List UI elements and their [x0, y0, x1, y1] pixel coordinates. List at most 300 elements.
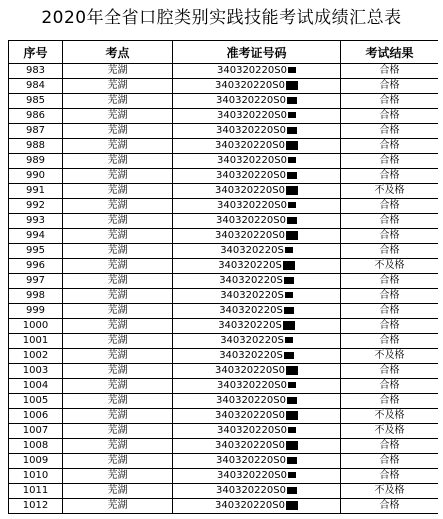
cell-seq: [9, 379, 63, 394]
cell-seq: [9, 484, 63, 499]
cell-exam-number-text: 340320220S0: [215, 230, 285, 241]
cell-exam-number-text: 340320220S: [218, 320, 282, 331]
cell-result: [341, 154, 439, 169]
redaction-mark: [286, 501, 298, 510]
cell-seq: [9, 169, 63, 184]
table-row: [9, 454, 439, 469]
cell-result-text: 合格: [379, 320, 400, 331]
cell-result: [341, 214, 439, 229]
cell-exam-number-text: 340320220S0: [215, 80, 285, 91]
cell-seq-text: 991: [25, 185, 46, 196]
cell-exam-number-text: 340320220S0: [216, 170, 286, 181]
cell-exam-number: [173, 484, 341, 499]
cell-seq-text: 987: [25, 125, 46, 136]
results-table: [8, 40, 438, 514]
table-row: [9, 109, 439, 124]
cell-exam-number: [173, 259, 341, 274]
table-row: [9, 334, 439, 349]
cell-exam-number-text: 340320220S0: [216, 395, 286, 406]
table-row: [9, 469, 439, 484]
cell-seq: [9, 274, 63, 289]
redaction-mark: [287, 127, 297, 134]
cell-site: [63, 409, 173, 424]
cell-exam-number: [173, 94, 341, 109]
cell-seq: [9, 469, 63, 484]
header-seq: 序号: [9, 41, 63, 64]
cell-seq: [9, 64, 63, 79]
redaction-mark: [285, 337, 293, 343]
cell-site-text: 芜湖: [107, 260, 128, 271]
cell-exam-number-text: 340320220S0: [217, 380, 287, 391]
cell-seq: [9, 244, 63, 259]
cell-exam-number-text: 340320220S: [220, 290, 284, 301]
cell-result-text: 合格: [379, 290, 400, 301]
cell-result: [341, 349, 439, 364]
cell-result-text: 合格: [379, 335, 400, 346]
cell-seq: [9, 199, 63, 214]
cell-result: [341, 199, 439, 214]
redaction-mark: [288, 112, 296, 118]
cell-seq: [9, 454, 63, 469]
cell-result-text: 合格: [379, 365, 400, 376]
cell-site-text: 芜湖: [107, 335, 128, 346]
table-row: [9, 259, 439, 274]
cell-exam-number: [173, 454, 341, 469]
cell-site: [63, 154, 173, 169]
cell-site-text: 芜湖: [107, 395, 128, 406]
cell-result: [341, 169, 439, 184]
cell-site-text: 芜湖: [107, 185, 128, 196]
cell-result-text: 合格: [379, 275, 400, 286]
cell-site: [63, 499, 173, 514]
table-row: [9, 154, 439, 169]
cell-site-text: 芜湖: [107, 485, 128, 496]
redaction-mark: [287, 172, 297, 179]
redaction-mark: [288, 427, 296, 433]
cell-result: [341, 424, 439, 439]
cell-seq-text: 989: [25, 155, 46, 166]
cell-exam-number: [173, 139, 341, 154]
cell-exam-number: [173, 424, 341, 439]
cell-seq-text: 1005: [22, 395, 49, 406]
cell-result-text: 合格: [379, 230, 400, 241]
cell-seq-text: 983: [25, 65, 46, 76]
redaction-mark: [284, 277, 294, 284]
cell-seq-text: 1011: [22, 485, 49, 496]
cell-site: [63, 64, 173, 79]
cell-seq-text: 1008: [22, 440, 49, 451]
cell-result-text: 合格: [379, 455, 400, 466]
cell-seq: [9, 109, 63, 124]
cell-site: [63, 139, 173, 154]
cell-result: [341, 124, 439, 139]
cell-result-text: 合格: [379, 155, 400, 166]
cell-site: [63, 394, 173, 409]
cell-result-text: 不及格: [374, 425, 405, 436]
cell-exam-number: [173, 169, 341, 184]
cell-exam-number-text: 340320220S0: [215, 500, 285, 511]
table-row: [9, 499, 439, 514]
cell-site: [63, 364, 173, 379]
cell-seq: [9, 319, 63, 334]
cell-seq-text: 1012: [22, 500, 49, 511]
cell-site: [63, 289, 173, 304]
cell-result: [341, 274, 439, 289]
table-row: [9, 214, 439, 229]
redaction-mark: [286, 81, 298, 90]
cell-exam-number-text: 340320220S0: [215, 365, 285, 376]
cell-seq-text: 1009: [22, 455, 49, 466]
cell-result-text: 合格: [379, 215, 400, 226]
table-row: [9, 379, 439, 394]
table-row: [9, 94, 439, 109]
cell-seq: [9, 304, 63, 319]
cell-exam-number-text: 340320220S0: [215, 185, 285, 196]
cell-site: [63, 79, 173, 94]
redaction-mark: [286, 411, 298, 420]
redaction-mark: [286, 186, 298, 195]
table-row: [9, 484, 439, 499]
redaction-mark: [286, 366, 298, 375]
cell-seq: [9, 79, 63, 94]
cell-exam-number: [173, 364, 341, 379]
cell-exam-number: [173, 319, 341, 334]
cell-result: [341, 229, 439, 244]
cell-seq: [9, 154, 63, 169]
redaction-mark: [288, 157, 296, 163]
cell-site: [63, 334, 173, 349]
cell-result: [341, 469, 439, 484]
cell-site-text: 芜湖: [107, 125, 128, 136]
table-row: [9, 364, 439, 379]
redaction-mark: [284, 307, 294, 314]
cell-result-text: 合格: [379, 65, 400, 76]
results-sheet: [8, 40, 438, 519]
cell-site-text: 芜湖: [107, 110, 128, 121]
table-row: [9, 304, 439, 319]
cell-exam-number-text: 340320220S: [220, 335, 284, 346]
cell-site: [63, 379, 173, 394]
redaction-mark: [286, 141, 298, 150]
cell-seq: [9, 499, 63, 514]
cell-seq: [9, 349, 63, 364]
cell-exam-number-text: 340320220S0: [216, 215, 286, 226]
redaction-mark: [287, 97, 297, 104]
cell-site-text: 芜湖: [107, 95, 128, 106]
cell-result-text: 合格: [379, 440, 400, 451]
cell-seq-text: 1007: [22, 425, 49, 436]
cell-result-text: 不及格: [374, 185, 405, 196]
cell-result-text: 不及格: [374, 350, 405, 361]
cell-seq: [9, 214, 63, 229]
cell-site: [63, 304, 173, 319]
cell-exam-number: [173, 199, 341, 214]
cell-seq-text: 996: [25, 260, 46, 271]
cell-seq: [9, 259, 63, 274]
cell-exam-number-text: 340320220S: [219, 275, 283, 286]
cell-site: [63, 484, 173, 499]
cell-site: [63, 109, 173, 124]
redaction-mark: [286, 441, 298, 450]
redaction-mark: [287, 397, 297, 404]
header-row: [9, 41, 439, 64]
cell-seq: [9, 94, 63, 109]
table-row: [9, 64, 439, 79]
cell-site-text: 芜湖: [107, 455, 128, 466]
cell-result-text: 合格: [379, 80, 400, 91]
cell-result: [341, 409, 439, 424]
cell-seq-text: 1003: [22, 365, 49, 376]
table-row: [9, 319, 439, 334]
redaction-mark: [283, 261, 295, 270]
table-body: [9, 64, 439, 514]
cell-seq-text: 999: [25, 305, 46, 316]
cell-exam-number-text: 340320220S0: [215, 440, 285, 451]
cell-exam-number: [173, 499, 341, 514]
cell-seq-text: 994: [25, 230, 46, 241]
cell-seq-text: 1001: [22, 335, 49, 346]
cell-seq-text: 997: [25, 275, 46, 286]
cell-seq-text: 1004: [22, 380, 49, 391]
cell-site-text: 芜湖: [107, 380, 128, 391]
cell-site-text: 芜湖: [107, 365, 128, 376]
cell-result-text: 不及格: [374, 485, 405, 496]
cell-result-text: 合格: [379, 470, 400, 481]
cell-result: [341, 319, 439, 334]
cell-exam-number: [173, 64, 341, 79]
redaction-mark: [288, 202, 296, 208]
table-row: [9, 424, 439, 439]
cell-seq: [9, 289, 63, 304]
cell-seq-text: 1006: [22, 410, 49, 421]
cell-seq: [9, 184, 63, 199]
table-row: [9, 79, 439, 94]
cell-site: [63, 184, 173, 199]
cell-site-text: 芜湖: [107, 470, 128, 481]
cell-result-text: 合格: [379, 500, 400, 511]
cell-seq-text: 986: [25, 110, 46, 121]
cell-seq: [9, 424, 63, 439]
cell-site-text: 芜湖: [107, 500, 128, 511]
cell-seq: [9, 229, 63, 244]
cell-site-text: 芜湖: [107, 230, 128, 241]
cell-exam-number: [173, 469, 341, 484]
cell-result: [341, 289, 439, 304]
cell-exam-number-text: 340320220S0: [217, 470, 287, 481]
table-row: [9, 184, 439, 199]
cell-result: [341, 499, 439, 514]
cell-result-text: 不及格: [374, 260, 405, 271]
cell-site: [63, 259, 173, 274]
table-row: [9, 289, 439, 304]
cell-exam-number: [173, 334, 341, 349]
cell-seq-text: 1000: [22, 320, 49, 331]
cell-result: [341, 394, 439, 409]
cell-site-text: 芜湖: [107, 170, 128, 181]
cell-result: [341, 454, 439, 469]
cell-seq: [9, 439, 63, 454]
cell-exam-number-text: 340320220S: [219, 350, 283, 361]
cell-exam-number: [173, 79, 341, 94]
cell-site: [63, 454, 173, 469]
cell-site: [63, 469, 173, 484]
cell-seq: [9, 334, 63, 349]
cell-result: [341, 484, 439, 499]
cell-exam-number-text: 340320220S: [218, 260, 282, 271]
cell-site-text: 芜湖: [107, 140, 128, 151]
cell-site-text: 芜湖: [107, 215, 128, 226]
cell-site: [63, 169, 173, 184]
cell-seq-text: 998: [25, 290, 46, 301]
cell-result-text: 合格: [379, 245, 400, 256]
cell-result-text: 合格: [379, 200, 400, 211]
cell-exam-number: [173, 379, 341, 394]
cell-exam-number: [173, 214, 341, 229]
cell-site-text: 芜湖: [107, 65, 128, 76]
table-row: [9, 349, 439, 364]
cell-site-text: 芜湖: [107, 320, 128, 331]
cell-exam-number-text: 340320220S0: [216, 455, 286, 466]
cell-seq: [9, 124, 63, 139]
cell-result: [341, 364, 439, 379]
cell-site-text: 芜湖: [107, 275, 128, 286]
cell-seq: [9, 139, 63, 154]
cell-site: [63, 124, 173, 139]
table-row: [9, 409, 439, 424]
cell-seq-text: 984: [25, 80, 46, 91]
cell-result: [341, 184, 439, 199]
table-row: [9, 199, 439, 214]
cell-site-text: 芜湖: [107, 155, 128, 166]
redaction-mark: [288, 382, 296, 388]
cell-site: [63, 229, 173, 244]
redaction-mark: [287, 487, 297, 494]
cell-result-text: 合格: [379, 395, 400, 406]
cell-site: [63, 349, 173, 364]
cell-exam-number: [173, 109, 341, 124]
redaction-mark: [286, 231, 298, 240]
cell-site: [63, 199, 173, 214]
cell-site: [63, 274, 173, 289]
cell-site-text: 芜湖: [107, 290, 128, 301]
cell-result: [341, 379, 439, 394]
cell-exam-number-text: 340320220S: [219, 305, 283, 316]
cell-exam-number-text: 340320220S0: [217, 425, 287, 436]
redaction-mark: [288, 472, 296, 478]
header-exam-number: 准考证号码: [173, 41, 341, 64]
cell-exam-number: [173, 124, 341, 139]
cell-exam-number: [173, 439, 341, 454]
cell-exam-number-text: 340320220S0: [216, 95, 286, 106]
redaction-mark: [288, 67, 296, 73]
cell-exam-number: [173, 184, 341, 199]
cell-site: [63, 319, 173, 334]
redaction-mark: [284, 352, 294, 359]
cell-seq: [9, 364, 63, 379]
cell-site: [63, 214, 173, 229]
cell-result-text: 不及格: [374, 410, 405, 421]
cell-seq-text: 990: [25, 170, 46, 181]
cell-exam-number: [173, 304, 341, 319]
redaction-mark: [287, 457, 297, 464]
document-title: 2020年全省口腔类别实践技能考试成绩汇总表: [41, 8, 402, 28]
cell-result: [341, 304, 439, 319]
cell-seq-text: 992: [25, 200, 46, 211]
cell-site-text: 芜湖: [107, 440, 128, 451]
redaction-mark: [287, 217, 297, 224]
cell-result: [341, 439, 439, 454]
cell-site-text: 芜湖: [107, 305, 128, 316]
cell-result: [341, 79, 439, 94]
cell-site-text: 芜湖: [107, 200, 128, 211]
cell-result-text: 合格: [379, 305, 400, 316]
cell-site: [63, 424, 173, 439]
cell-site-text: 芜湖: [107, 410, 128, 421]
cell-seq: [9, 409, 63, 424]
cell-seq-text: 985: [25, 95, 46, 106]
cell-exam-number-text: 340320220S0: [216, 125, 286, 136]
cell-seq-text: 995: [25, 245, 46, 256]
cell-result: [341, 139, 439, 154]
cell-result: [341, 244, 439, 259]
cell-exam-number-text: 340320220S: [220, 245, 284, 256]
cell-result: [341, 334, 439, 349]
table-row: [9, 229, 439, 244]
cell-exam-number-text: 340320220S0: [217, 65, 287, 76]
table-row: [9, 169, 439, 184]
redaction-mark: [285, 247, 293, 253]
table-row: [9, 124, 439, 139]
cell-site: [63, 244, 173, 259]
cell-site-text: 芜湖: [107, 350, 128, 361]
table-row: [9, 274, 439, 289]
table-row: [9, 139, 439, 154]
redaction-mark: [285, 292, 293, 298]
cell-seq-text: 1002: [22, 350, 49, 361]
redaction-mark: [283, 321, 295, 330]
cell-site: [63, 439, 173, 454]
table-row: [9, 244, 439, 259]
cell-exam-number-text: 340320220S0: [215, 140, 285, 151]
cell-result: [341, 109, 439, 124]
cell-exam-number-text: 340320220S0: [216, 485, 286, 496]
cell-result-text: 合格: [379, 95, 400, 106]
cell-site-text: 芜湖: [107, 425, 128, 436]
cell-seq-text: 988: [25, 140, 46, 151]
header-site: 考点: [63, 41, 173, 64]
cell-site: [63, 94, 173, 109]
cell-exam-number: [173, 394, 341, 409]
cell-exam-number: [173, 244, 341, 259]
cell-exam-number: [173, 349, 341, 364]
cell-site-text: 芜湖: [107, 245, 128, 256]
header-result: 考试结果: [341, 41, 439, 64]
cell-exam-number: [173, 289, 341, 304]
cell-exam-number: [173, 229, 341, 244]
cell-seq-text: 1010: [22, 470, 49, 481]
cell-exam-number-text: 340320220S0: [217, 110, 287, 121]
cell-result: [341, 64, 439, 79]
cell-result-text: 合格: [379, 125, 400, 136]
cell-exam-number-text: 340320220S0: [215, 410, 285, 421]
cell-result-text: 合格: [379, 140, 400, 151]
cell-result-text: 合格: [379, 380, 400, 391]
cell-exam-number: [173, 409, 341, 424]
table-row: [9, 394, 439, 409]
cell-result: [341, 94, 439, 109]
cell-seq: [9, 394, 63, 409]
cell-result: [341, 259, 439, 274]
